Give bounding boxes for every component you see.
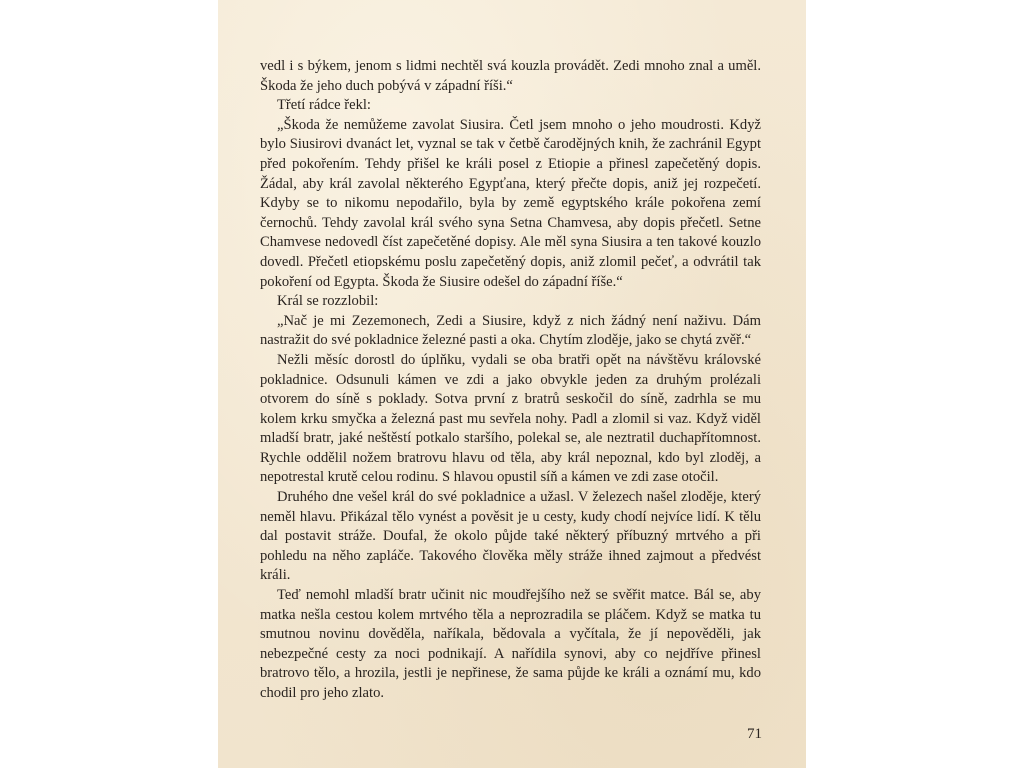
paragraph: Král se rozzlobil: bbox=[277, 293, 379, 310]
paragraph: Teď nemohl mladší bratr učinit nic moudřejšího než se svěřit matce. Bál se, aby matka nešla cestou kolem mrtvého těla a neprozradila se pláčem. Když se matka tu smutnou novinu dověděla, naříkala, bědovala a vyčítala, že jí nepověděli, jak nebezpečné cesty za noci podnikají. A nařídila synovi, aby co nejdříve přinesl bratrovo tělo, a hrozila, jestli je nepřinese, že sama půjde ke králi a oznámí mu, kdo chodil pro jeho zlato. bbox=[260, 587, 761, 701]
book-page bbox=[218, 0, 806, 768]
paragraph: Druhého dne vešel král do své pokladnice a užasl. V železech našel zloděje, který neměl hlavu. Přikázal tělo vynést a pověsit je u cesty, kudy chodí nejvíce lidí. K tělu dal postavit stráže. Doufal, že okolo půjde také některý příbuzný mrtvého a při pohledu na něho zapláče. Takového člověka měly stráže ihned zajmout a předvést králi. bbox=[260, 489, 761, 584]
paragraph: vedl i s býkem, jenom s lidmi nechtěl svá kouzla provádět. Zedi mnoho znal a uměl. Škoda že jeho duch pobývá v západní říši.“ bbox=[260, 58, 761, 94]
paragraph: Nežli měsíc dorostl do úplňku, vydali se oba bratři opět na návštěvu královské pokladnice. Odsunuli kámen ve zdi a jako obvykle jeden za druhým prolézali otvorem do síně s poklady. Sotva první z bratrů seskočil do síně, zadrhla se mu kolem krku smyčka a železná past mu sevřela nohy. Padl a zlomil si vaz. Když viděl mladší bratr, jaké neštěstí potkalo staršího, polekal se, ale neztratil duchapřítomnost. Rychle oddělil nožem bratrovu hlavu od těla, aby král nepoznal, kdo byl zloděj, a nepotrestal krutě celou rodinu. S hlavou opustil síň a kámen ve zdi zase otočil. bbox=[260, 351, 761, 486]
page-number: 71 bbox=[747, 726, 762, 742]
paragraph: „Škoda že nemůžeme zavolat Siusira. Četl jsem mnoho o jeho moudrosti. Když bylo Siusirovi dvanáct let, vyznal se tak v četbě čarodějných knih, že zachránil Egypt před pokořením. Tehdy přišel ke králi posel z Etiopie a přinesl zapečetěný dopis. Žádal, aby král zavolal některého Egypťana, který přečte dopis, aniž jej rozpečetí. Kdyby se to nikomu nepodařilo, byla by země egyptského krále pokořena zemí černochů. Tehdy zavolal král svého syna Setna Chamvesa, aby dopis přečetl. Setne Chamvese nedovedl číst zapečetěné dopisy. Ale měl syna Siusira a ten takové kouzlo dovedl. Přečetl etiopskému poslu zapečetěný dopis, aniž zlomil pečeť, a odvrátil tak pokoření od Egypta. Škoda že Siusire odešel do západní říše.“ bbox=[260, 116, 761, 290]
body-text bbox=[260, 57, 761, 704]
paragraph: „Nač je mi Zezemonech, Zedi a Siusire, když z nich žádný není naživu. Dám nastražit do své pokladnice železné pasti a oka. Chytím zloděje, jako se chytá zvěř.“ bbox=[260, 312, 761, 349]
paragraph: Třetí rádce řekl: bbox=[277, 97, 371, 114]
